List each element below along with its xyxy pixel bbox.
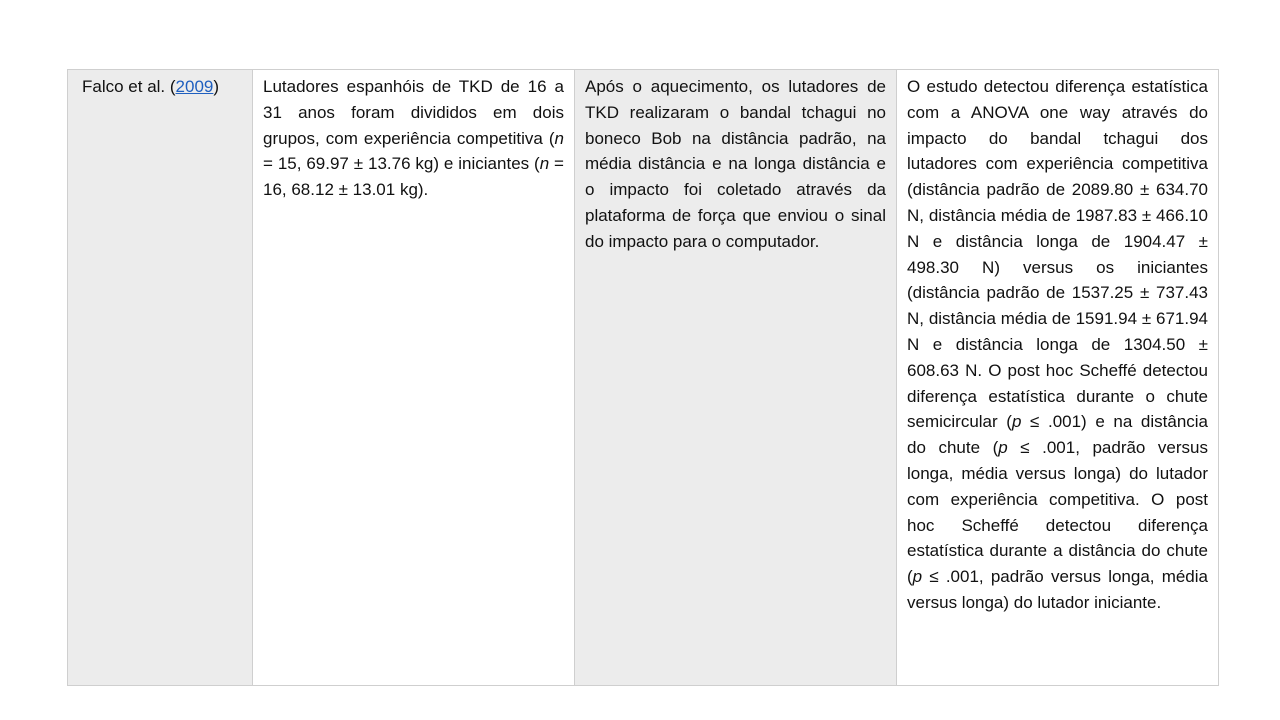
- participants-text-1: Lutadores espanhóis de TKD de 16 a 31 anos foram divididos em dois grupos, com experiência competitiva (: [263, 77, 564, 148]
- procedure-text: Após o aquecimento, os lutadores de TKD realizaram o bandal tchagui no boneco Bob na distância padrão, na média distância e na longa distância e o impacto foi coletado através da plataforma de força que enviou o sinal do impacto para o computador.: [585, 77, 886, 251]
- results-text-3: ≤ .001, padrão versus longa, média versus longa) do lutador com experiência competitiva. O post hoc Scheffé detectou diferença estatística durante a distância do chute (: [907, 438, 1208, 587]
- results-p-1: p: [1011, 412, 1022, 432]
- study-cell: [68, 70, 253, 686]
- results-text-2: ≤ .001) e na distância do chute (: [907, 412, 1209, 458]
- results-text-4: ≤ .001, padrão versus longa, média versus longa) do lutador iniciante.: [907, 567, 1208, 612]
- results-table: [67, 69, 1219, 686]
- participants-n-2: n: [539, 154, 550, 174]
- results-text-1: O estudo detectou diferença estatística com a ANOVA one way através do impacto do bandal tchagui dos lutadores com experiência competitiva (distância padrão de 2089.80 ± 634.70 N, distância média de 1987.83 ± 466.10 N e distância longa de 1904.47 ± 498.30 N) versus os iniciantes (distância padrão de 1537.25 ± 737.43 N, distância média de 1591.94 ± 671.94 N e distância longa de 1304.50 ± 608.63 N. O post hoc Scheffé detectou diferença estatística durante o chute semicircular (: [907, 77, 1208, 432]
- procedure-cell: [575, 70, 897, 686]
- results-p-2: p: [998, 438, 1008, 458]
- study-year-link[interactable]: 2009: [175, 77, 214, 96]
- study-close: ): [213, 77, 220, 96]
- study-author: Falco et al. (: [82, 77, 176, 96]
- participants-text-3: = 16, 68.12 ± 13.01 kg).: [263, 154, 564, 200]
- table-row: [68, 70, 1219, 686]
- results-p-3: p: [912, 567, 923, 587]
- participants-n-1: n: [554, 128, 564, 148]
- participants-cell: [253, 70, 575, 686]
- participants-text-2: = 15, 69.97 ± 13.76 kg) e iniciantes (: [263, 154, 540, 174]
- results-cell: [897, 70, 1219, 686]
